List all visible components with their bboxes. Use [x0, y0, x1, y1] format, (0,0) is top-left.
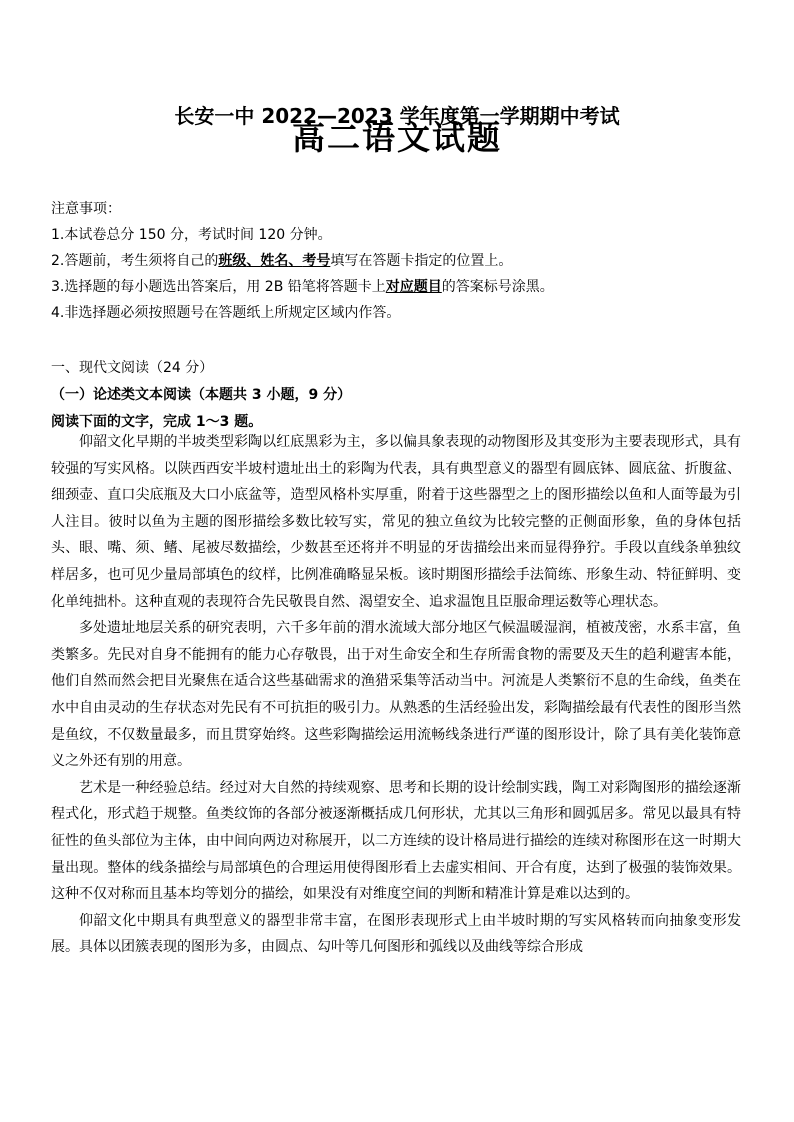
- passage-paragraph-2: 多处遗址地层关系的研究表明，六千多年前的渭水流域大部分地区气候温暖湿润，植被茂密，水系丰富，鱼类繁多。先民对自身不能拥有的能力心存敬畏，出于对生命安全和生存所需食物的需要及天生的趋利避害本能，他们自然而然会把目光聚焦在适合这些基础需求的渔猎采集等活动当中。河流是人类繁衍不息的生命线，鱼类在水中自由灵动的生存状态对先民有不可抗拒的吸引力。从熟悉的生活经验出发，彩陶描绘最有代表性的图形当然是鱼纹，不仅数量最多，而且贯穿始终。这些彩陶描绘运用流畅线条进行严谨的图形设计，除了具有美化装饰意义之外还有别的用意。: [51, 620, 741, 770]
- underline-corresponding-question: 对应题目: [385, 279, 442, 295]
- underline-class: 班级: [218, 253, 247, 269]
- underline-name: 姓名: [260, 253, 289, 269]
- notice-heading: 注意事项：: [51, 201, 121, 217]
- exam-title: 长安一中 2022—2023 学年度第一学期期中考试: [174, 104, 620, 128]
- notice-item-3: [51, 276, 751, 302]
- passage-paragraph-1: 仰韶文化早期的半坡类型彩陶以红底黑彩为主，多以偏具象表现的动物图形及其变形为主要表现形式，具有较强的写实风格。以陕西西安半坡村遗址出土的彩陶为代表，具有典型意义的器型有圆底钵、圆底盆、折腹盆、细颈壶、直口尖底瓶及大口小底盆等，造型风格朴实厚重，附着于这些器型之上的图形描绘以鱼和人面等最为引人注目。彼时以鱼为主题的图形描绘多数比较写实，常见的独立鱼纹为比较完整的正侧面形象，鱼的身体包括头、眼、嘴、须、鳍、尾被尽数描绘，少数甚至还将并不明显的牙齿描绘出来而显得狰狞。手段以直线条单独纹样居多，也可见少量局部填色的纹样，比例准确略显呆板。该时期图形描绘手法简练、形象生动、特征鲜明、变化单纯拙朴。这种直观的表现符合先民敬畏自然、渴望安全、追求温饱且臣服命理运数等心理状态。: [51, 434, 741, 610]
- notice-block: [51, 198, 751, 328]
- notice-item-2-pre: 2.答题前，考生须将自己的: [51, 253, 219, 269]
- underline-exam-number: 考号: [302, 253, 331, 269]
- passage-paragraph-3: 艺术是一种经验总结。经过对大自然的持续观察、思考和长期的设计绘制实践，陶工对彩陶图形的描绘逐渐程式化，形式趋于规整。鱼类纹饰的各部分被逐渐概括成几何形状，尤其以三角形和圆弧居多。常见以最具有特征性的鱼头部位为主体，由中间向两边对称展开，以二方连续的设计格局进行描绘的连续对称图形在这一时期大量出现。整体的线条描绘与局部填色的合理运用使得图形看上去虚实相间、开合有度，达到了极强的装饰效果。这种不仅对称而且基本均等划分的描绘，如果没有对维度空间的判断和精准计算是难以达到的。: [51, 779, 741, 903]
- section-title: 一、现代文阅读（24 分）: [51, 360, 214, 376]
- section-subtitle: （一）论述类文本阅读（本题共 3 小题，9 分）: [51, 387, 352, 403]
- notice-item-3-post: 的答案标号涂黑。: [441, 279, 554, 295]
- notice-item-2: [51, 250, 751, 276]
- notice-item-2-post: 填写在答题卡指定的位置上。: [330, 253, 513, 269]
- underline-sep-2: 、: [288, 253, 303, 269]
- passage-paragraph-4: 仰韶文化中期具有典型意义的器型非常丰富，在图形表现形式上由半坡时期的写实风格转而向抽象变形发展。具体以团簇表现的图形为多，由圆点、勾叶等几何图形和弧线以及曲线等综合形成: [51, 912, 741, 956]
- passage-body: [51, 429, 741, 961]
- notice-item-1: 1.本试卷总分 150 分，考试时间 120 分钟。: [51, 227, 332, 243]
- notice-item-4: 4.非选择题必须按照题号在答题纸上所规定区域内作答。: [51, 305, 401, 321]
- reading-instruction: 阅读下面的文字，完成 1～3 题。: [51, 414, 263, 430]
- notice-item-3-pre: 3.选择题的每小题选出答案后，用 2B 铅笔将答题卡上: [51, 279, 386, 295]
- underline-sep-1: 、: [246, 253, 261, 269]
- subject-title: 高二语文试题: [292, 118, 502, 157]
